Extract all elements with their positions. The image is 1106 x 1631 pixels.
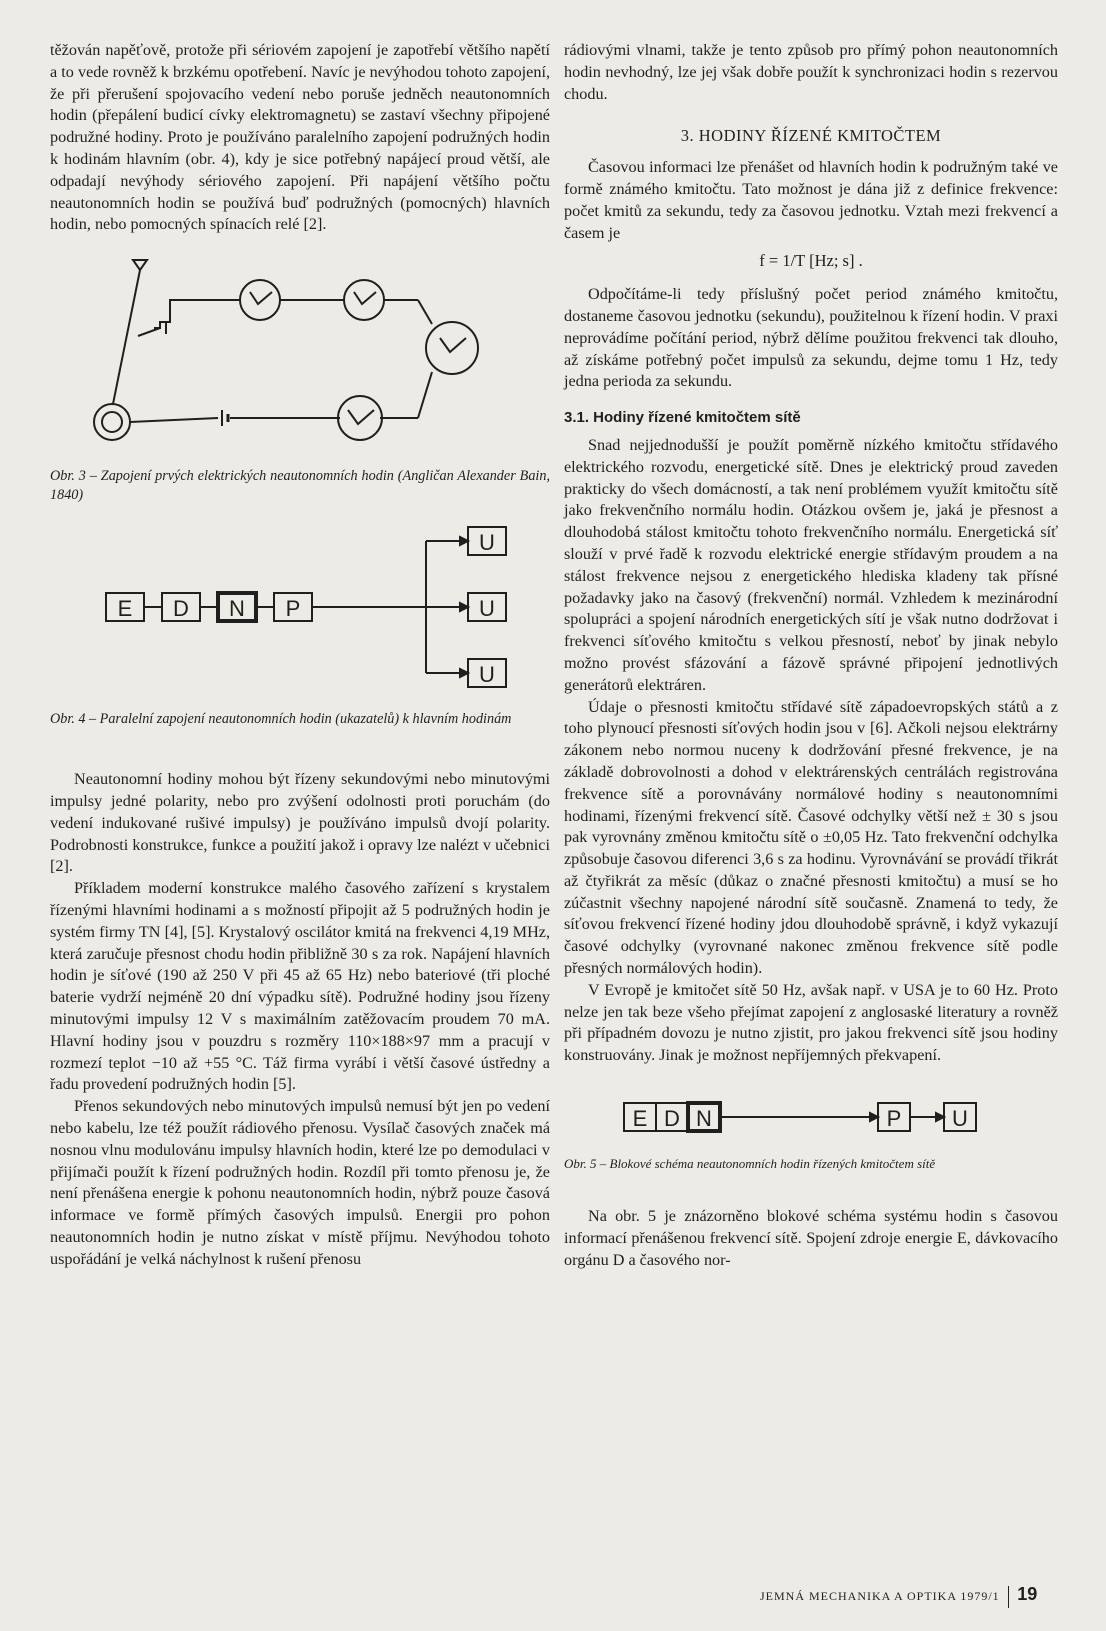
fig5-block-u [944,1103,976,1131]
left-column [50,40,550,1271]
page-number: 19 [1017,1584,1038,1604]
fig4-block-e-label: E [117,596,133,622]
fig5-block-p [878,1103,910,1131]
figure-3-caption: Obr. 3 – Zapojení prvých elektrických neautonomních hodin (Angličan Alexander Bain, 1840) [50,468,550,504]
right-paragraph-7: Na obr. 5 je znázorněno blokové schéma systému hodin s časovou informací přenášenou frekvencí sítě. Spojení zdroje energie E, dávkovacího orgánu D a časového nor- [564,1207,1058,1269]
frequency-formula: f = 1/T [Hz; s] . [759,251,863,271]
slave-clock-icon [338,396,382,440]
figure-4-parallel-circuit [50,523,550,698]
fig4-block-d-label: D [173,596,189,622]
slave-clock-icon [344,280,384,320]
pendulum-bob [94,404,130,440]
figure-4-caption: Obr. 4 – Paralelní zapojení neautonomních hodin (ukazatelů) k hlavním hodinám [50,711,512,728]
pendulum-pivot-icon [133,260,147,270]
fig4-output-u-label: U [479,662,495,688]
left-paragraph-2: Neautonomní hodiny mohou být řízeny sekundovými nebo minutovými impulsy jedné polarity, nebo pro zvýšení odolnosti proti poruchám (do vedení indukované rušivé impulsy) je používáno impulsů dvojí polarity. Podrobnosti konstrukce, funkce a použití jakož i opravy lze nalézt v učebnici [2]. [50,770,550,876]
right-paragraph-1: rádiovými vlnami, takže je tento způsob pro přímý pohon neautonomních hodin nevhodný, lze jej však dobře použít k synchronizaci hodin s rezervou chodu. [564,41,1058,103]
fig4-output-u [468,659,506,687]
fig4-block-p-label: P [285,596,301,622]
fig4-block-n [218,593,256,621]
fig4-block-d [162,593,200,621]
fig4-block-e [106,593,144,621]
slave-clock-icon [240,280,280,320]
pendulum-rod [113,270,140,404]
right-paragraph-2: Časovou informaci lze přenášet od hlavních hodin k podružným také ve formě známého kmitočtu. Tato možnost je dána již z definice frekvence: počet kmitů za sekundu, tedy za časovou jednotku. Vztah mezi frekvencí a časem je [564,158,1058,242]
left-paragraph-1: těžován napěťově, protože při sériovém zapojení je zapotřebí většího napětí a to vede rovněž k brzkému opotřebení. Navíc je nevýhodou tohoto zapojení, že při přerušení spojovacího vedení nebo poruše jedněch neautonomních hodin (přepálení budicí cívky elektromagnetu) se zastaví všechny připojené podružné hodiny. Proto je používáno paralelního zapojení podružných hodin k hodinám hlavním (obr. 4), kdy je sice potřebný napájecí proud větší, ale odpadají nevýhody sériového zapojení. Při napájení většího počtu neautonomních hodin se používá buď podružných (pomocných) hlavních hodin, nebo pomocných spínacích relé [2]. [50,41,550,234]
left-paragraph-4: Přenos sekundových nebo minutových impulsů nemusí být jen po vedení nebo kabelu, lze též použít rádiového přenosu. Vysílač časových značek má nosnou vlnu modulovánu impulsy hlavních hodin, které lze po demodulaci v přijímači použít k řízení podružných hodin. Rozdíl při tomto přenosu je, že není přenášena energie k pohonu neautonomních hodin, nýbrž pouze časová informace ve formě přímých časových impulsů. Energii pro pohon neautonomních hodin je nutno získat v místě příjmu. Nevýhodou tohoto uspořádání je velká náchylnost k rušení přenosu [50,1097,550,1268]
right-paragraph-6: V Evropě je kmitočet sítě 50 Hz, avšak např. v USA je to 60 Hz. Proto nelze jen tak beze všeho přejímat zapojení z anglosaské literatury a rovněž při případném dovozu je nutno zjistit, pro jakou frekvenci sítě jsou hodiny konstruovány. Jinak je možnost nepříjemných překvapení. [564,980,1058,1065]
right-paragraph-5: Údaje o přesnosti kmitočtu střídavé sítě západoevropských států a z toho plynoucí přesnosti síťových hodin jsou v [6]. Ačkoli nejsou elektrárny zákonem nebo normou nuceny k dodržování přesné frekvence, je na základě dobrovolnosti a dohod v elektrárenských centrálách registrována frekvence sítě a porovnávány normálové hodiny s neautonomními hodinami, řízenými frekvencí sítě. Časové odchylky větší než ± 30 s jsou pak vyrovnány změnou kmitočtu sítě o ±0,05 Hz. Tato frekvenční odchylka způsobuje časovou diferenci 3,6 s za hodinu. Vyrovnávání se provádí třikrát až čtyřikrát za měsíc (důkaz o značné přesnosti kmitočtu) a musí se ho zúčastnit všechny napojené národní sítě současně. Znamená to tedy, že síťovou frekvencí řízené hodiny jdou dlouhodobě správně, i když vykazují časové odchylky (vyrovnané nakonec změnou frekvence sítě podle přesných normálových hodin). [564,697,1058,978]
figure-3-bain-circuit [50,252,550,457]
fig4-block-n-label: N [229,596,245,622]
fig5-block-e-label: E [632,1106,648,1132]
figure-5-block-diagram [564,1087,1058,1147]
footer-divider [1008,1586,1010,1608]
journal-name: JEMNÁ MECHANIKA A OPTIKA 1979/1 [760,1589,1000,1603]
right-paragraph-3: Odpočítáme-li tedy příslušný počet period známého kmitočtu, dostaneme časovou jednotku (sekundu), použitelnou k řízení hodin. V praxi neprovádíme počítání period, nýbrž dělíme použitou frekvenci tak dlouho, až získáme potřebný počet impulsů za sekundu, dejme tomu 1 Hz, tedy jedna perioda za sekundu. [564,285,1058,391]
right-column [564,40,1058,1271]
slave-clock-icon [426,322,478,374]
fig4-output-u-label: U [479,596,495,622]
figure-5-caption: Obr. 5 – Blokové schéma neautonomních hodin řízených kmitočtem sítě [564,1156,936,1172]
fig4-output-u [468,593,506,621]
right-paragraph-4: Snad nejjednodušší je použít poměrně nízkého kmitočtu střídavého elektrického rozvodu, energetické sítě. Dnes je elektrický proud zaveden prakticky do všech domácností, a tak není problémem využít kmitočtu sítě jako frekvenčního normálu hodin. Otázkou ovšem je, jaká je přesnost a dlouhodobá stálost kmitočtu tohoto frekvenčního normálu. Energetická síť slouží v prvé řadě k rozvodu elektrické energie střídavým proudem a na stálost frekvence nejsou z energetického hlediska kladeny tak přísné požadavky jako na časový (frekvenční) normál. Vzhledem k mezinárodní spolupráci a spojení národních energetických sítí je však nutno dodržovat i frekvenci síťového kmitočtu s velkou přesností, neboť by jinak nebylo možno provést sfázování a fázově správné připojení jednotlivých generátorů elektráren. [564,435,1058,694]
left-paragraph-3: Příkladem moderní konstrukce malého časového zařízení s krystalem řízenými hlavními hodinami a s možností připojit až 5 podružných hodin je systém firmy TN [4], [5]. Krystalový oscilátor kmitá na frekvenci 4,19 MHz, která zaručuje přesnost chodu hodin přibližně 30 s za rok. Napájení hlavních hodin je síťové (190 až 250 V při 45 až 65 Hz) nebo bateriové (tři ploché baterie vydrží nejméně 20 dní výpadku sítě). Podružné hodiny jsou řízeny minutovými impulsy 12 V s maximálním zatěžovacím proudem 70 mA. Hlavní hodiny jsou v pouzdru s rozměry 110×188×97 mm a pracují v rozmezí teplot −10 až +55 °C. Táž firma vyrábí i větší časové ústředny a řadu provedení podružných hodin [5]. [50,879,550,1094]
fig4-block-p [274,593,312,621]
fig5-block-n-label: N [696,1106,712,1132]
fig4-output-u-label: U [479,530,495,556]
fig5-block-p-label: P [886,1106,902,1132]
subsection-title: 3.1. Hodiny řízené kmitočtem sítě [564,409,801,427]
page-footer [760,1584,1070,1608]
fig5-block-u-label: U [952,1106,968,1132]
fig5-block-d-label: D [664,1106,680,1132]
section-title: 3. HODINY ŘÍZENÉ KMITOČTEM [680,126,942,146]
fig5-block-n [688,1103,720,1131]
fig5-block-d [656,1103,688,1131]
fig5-block-e [624,1103,656,1131]
fig4-output-u [468,527,506,555]
